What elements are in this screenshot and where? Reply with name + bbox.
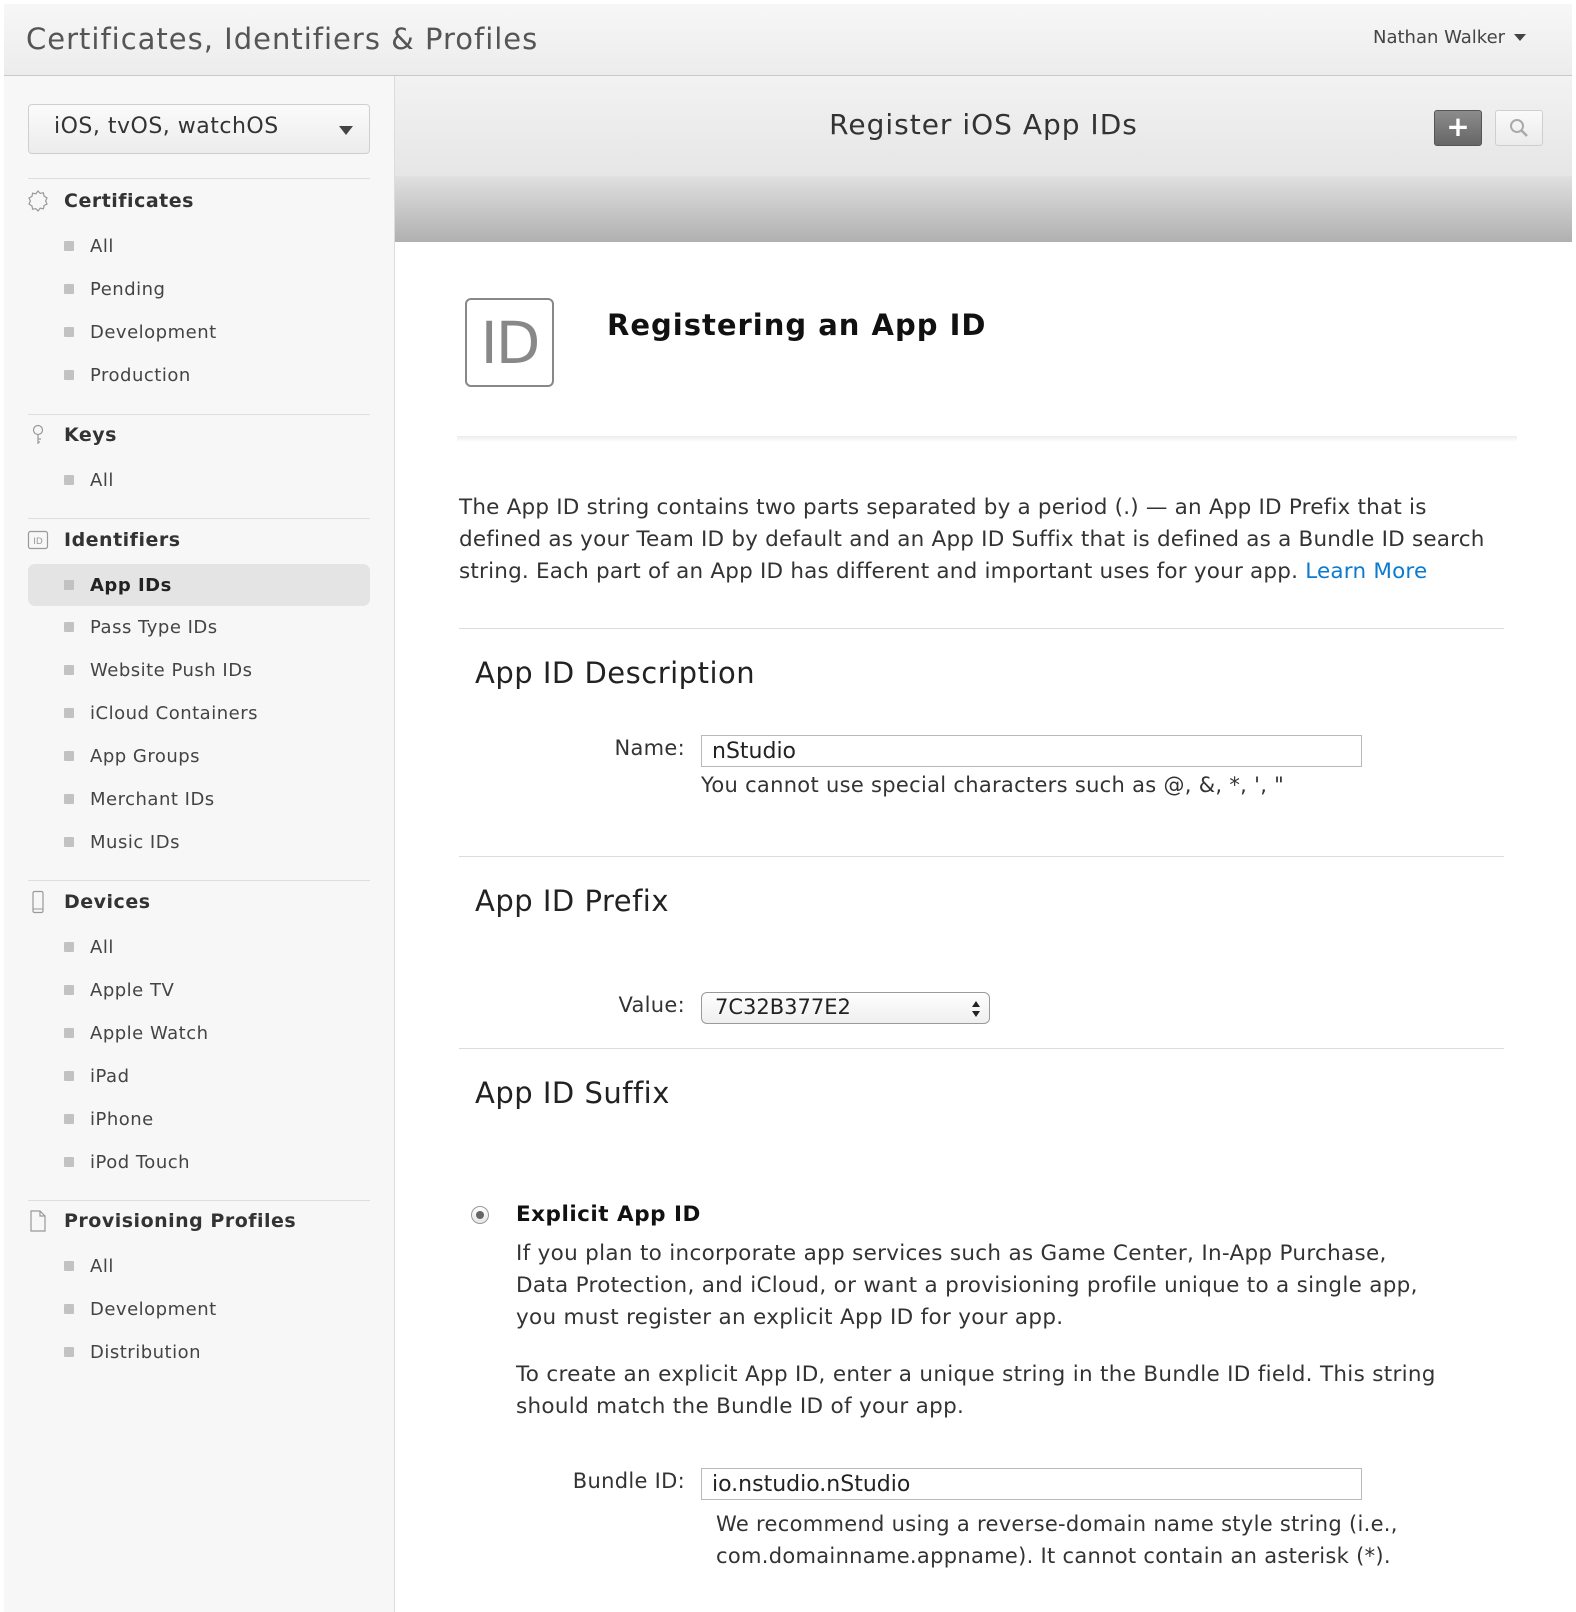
sidebar-item-ipod-touch[interactable] [28,1141,370,1183]
section-label: Provisioning Profiles [64,1210,297,1232]
sidebar-item-profiles-all[interactable] [28,1245,370,1287]
sidebar-item-label: Development [90,321,217,343]
sidebar-item-label: Apple Watch [90,1022,209,1044]
description-heading: App ID Description [475,656,756,690]
sidebar-item-profiles-distribution[interactable] [28,1331,370,1373]
sidebar-item-merchant-ids[interactable] [28,778,370,820]
sidebar-item-label: Merchant IDs [90,788,215,810]
bullet [64,1157,74,1167]
device-icon [26,890,50,914]
divider [28,518,370,519]
sidebar-item-music-ids[interactable] [28,821,370,863]
sidebar [4,76,395,1612]
page-title: Register iOS App IDs [829,108,1138,141]
svg-text:ID: ID [33,537,43,547]
explicit-app-id-desc2: To create an explicit App ID, enter a unique string in the Bundle ID field. This string should match the Bundle ID of your app. [516,1362,1436,1419]
id-icon [26,528,50,552]
section-devices [26,890,151,914]
section-title: Registering an App ID [607,308,987,342]
name-label: Name: [614,736,685,760]
divider [28,880,370,881]
sidebar-item-label: All [90,1255,114,1277]
bullet [64,1028,74,1038]
sidebar-item-certificates-all[interactable] [28,225,370,267]
divider [28,1200,370,1201]
document-icon [26,1209,50,1233]
sidebar-item-apple-watch[interactable] [28,1012,370,1054]
prefix-select[interactable] [701,992,990,1024]
bullet [64,1261,74,1271]
sidebar-item-pass-type-ids[interactable] [28,606,370,648]
main-header [395,76,1572,177]
header-band [395,176,1572,242]
section-label: Identifiers [64,529,181,551]
sidebar-item-development[interactable] [28,311,370,353]
app-title: Certificates, Identifiers & Profiles [26,22,539,56]
sidebar-item-label: Pending [90,278,166,300]
user-menu[interactable] [1373,27,1526,48]
sidebar-item-label: Website Push IDs [90,659,253,681]
bullet [64,241,74,251]
name-hint: You cannot use special characters such as @, &, *, ', " [701,773,1285,797]
sidebar-item-keys-all[interactable] [28,459,370,501]
bullet [64,1114,74,1124]
sidebar-item-label: All [90,936,114,958]
id-icon: ID [465,298,554,387]
learn-more-link[interactable]: Learn More [1305,559,1428,584]
name-input[interactable] [701,735,1362,767]
divider [459,1048,1504,1049]
bullet [64,580,74,590]
bullet [64,284,74,294]
sidebar-item-label: iCloud Containers [90,702,258,724]
sidebar-item-label: Music IDs [90,831,180,853]
add-button[interactable]: + [1434,110,1482,146]
bullet [64,708,74,718]
section-keys [26,423,117,447]
sidebar-item-ipad[interactable] [28,1055,370,1097]
intro-text [459,492,1489,588]
section-label: Keys [64,424,117,446]
section-label: Devices [64,891,151,913]
divider [459,856,1504,857]
chevron-down-icon [1514,34,1526,41]
prefix-heading: App ID Prefix [475,884,670,918]
search-icon [1508,117,1530,139]
section-label: Certificates [64,190,194,212]
bullet [64,622,74,632]
bundle-id-input[interactable] [701,1468,1362,1500]
explicit-app-id-title: Explicit App ID [516,1202,701,1227]
sidebar-item-label: Pass Type IDs [90,616,218,638]
sidebar-item-label: iPhone [90,1108,154,1130]
section-certificates [26,189,194,213]
explicit-app-id-desc: If you plan to incorporate app services such as Game Center, In-App Purchase, Data Protection, and iCloud, or want a provisioning profile unique to a single app, you must register an explicit App ID for your app. [516,1241,1418,1330]
bullet [64,1347,74,1357]
sidebar-item-icloud-containers[interactable] [28,692,370,734]
sidebar-item-pending[interactable] [28,268,370,310]
bullet [64,837,74,847]
key-icon [26,423,50,447]
chevron-down-icon [339,126,353,135]
intro-body: The App ID string contains two parts separated by a period (.) — an App ID Prefix that is defined as your Team ID by default and an App ID Suffix that is defined as a Bundle ID search string. Each part of an App ID has different and important uses for your app. [459,495,1485,584]
sidebar-item-label: iPad [90,1065,130,1087]
sidebar-item-profiles-development[interactable] [28,1288,370,1330]
bullet [64,475,74,485]
sidebar-item-production[interactable] [28,354,370,396]
sidebar-item-app-ids[interactable] [28,564,370,606]
explicit-app-id-radio[interactable] [471,1206,489,1224]
sidebar-item-label: Development [90,1298,217,1320]
certificate-icon [26,189,50,213]
bundle-id-hint: We recommend using a reverse-domain name style string (i.e., com.domainname.appname). It cannot contain an asterisk (*). [716,1512,1398,1568]
sidebar-item-apple-tv[interactable] [28,969,370,1011]
bullet [64,1071,74,1081]
sidebar-item-app-groups[interactable] [28,735,370,777]
sidebar-item-label: iPod Touch [90,1151,191,1173]
divider [28,178,370,179]
divider [457,436,1517,442]
bullet [64,370,74,380]
sidebar-item-label: All [90,235,114,257]
sidebar-item-label: App Groups [90,745,201,767]
platform-select[interactable] [28,104,370,154]
search-button[interactable] [1495,110,1543,146]
bullet [64,985,74,995]
sidebar-item-label: Apple TV [90,979,175,1001]
value-label: Value: [618,993,685,1017]
sidebar-item-label: Distribution [90,1341,202,1363]
suffix-heading: App ID Suffix [475,1076,670,1110]
section-provisioning-profiles [26,1209,296,1233]
bundle-id-label: Bundle ID: [572,1469,685,1493]
sidebar-item-label: All [90,469,114,491]
bullet [64,327,74,337]
user-name: Nathan Walker [1373,27,1506,48]
bullet [64,751,74,761]
top-bar [4,4,1572,76]
bullet [64,1304,74,1314]
sidebar-item-iphone[interactable] [28,1098,370,1140]
bullet [64,794,74,804]
platform-select-value: iOS, tvOS, watchOS [54,114,279,139]
main-content [395,76,1572,1612]
sidebar-item-label: Production [90,364,191,386]
prefix-select-value: 7C32B377E2 [715,995,851,1019]
divider [459,628,1504,629]
section-identifiers [26,528,181,552]
select-arrows-icon [971,998,981,1020]
sidebar-item-label: App IDs [90,574,172,596]
sidebar-item-devices-all[interactable] [28,926,370,968]
bullet [64,942,74,952]
divider [28,414,370,415]
bullet [64,665,74,675]
sidebar-item-website-push-ids[interactable] [28,649,370,691]
